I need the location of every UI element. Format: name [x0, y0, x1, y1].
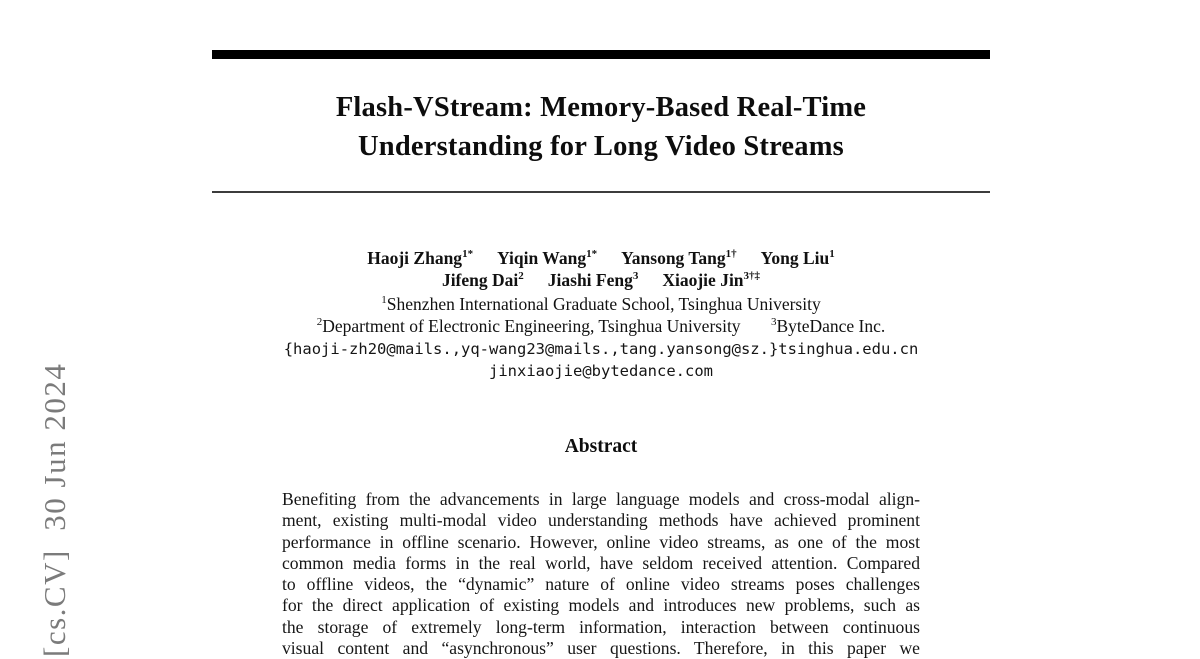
authors-row-1 — [212, 248, 990, 268]
authors-row-2 — [212, 270, 990, 290]
author-superscript: 3 — [632, 270, 639, 283]
author-name: Haoji Zhang$^{1*}$ — [367, 248, 474, 268]
author-name: Jifeng Dai$^2$ — [441, 270, 524, 290]
abstract-line: visual content and “asynchronous” user questions. Therefore, in this paper we — [282, 638, 920, 659]
affiliation-segment — [381, 294, 820, 314]
affiliation-text: Department of Electronic Engineering, Tsinghua University — [322, 316, 741, 336]
author-superscript: 1* — [586, 248, 598, 261]
abstract-line: Benefiting from the advancements in large language models and cross-modal align- — [282, 489, 920, 509]
paper-title — [212, 88, 990, 166]
affiliation-segment — [317, 316, 741, 336]
affiliation-segment — [771, 316, 885, 336]
arxiv-stamp-vertical: [cs.CV] 30 Jun 2024 — [37, 362, 72, 657]
abstract-line: performance in offline scenario. However, online video streams, as one of the most — [282, 531, 920, 552]
affiliation-text: Shenzhen International Graduate School, Tsinghua University — [386, 294, 821, 314]
affiliation-line-1 — [212, 294, 990, 314]
author-name: Jiashi Feng$^3$ — [547, 270, 639, 290]
affiliation-superscript: 1 — [381, 294, 387, 307]
author-superscript: 1† — [725, 248, 737, 261]
author-superscript: 1* — [462, 248, 474, 261]
affiliation-text: ByteDance Inc. — [776, 316, 886, 336]
title-line-1: Flash-VStream: Memory-Based Real-Time — [335, 92, 867, 123]
email-line-2: jinxiaojie@bytedance.com — [489, 362, 713, 380]
title-line-2: Understanding for Long Video Streams — [358, 131, 844, 162]
affiliation-superscript: 2 — [316, 316, 323, 329]
author-name: Yiqin Wang$^{1*}$ — [497, 248, 598, 268]
author-superscript: 1 — [829, 248, 835, 261]
affiliation-line-2 — [212, 316, 990, 336]
abstract-line: for the direct application of existing models and introduces new problems, such as — [282, 595, 920, 616]
title-rule-bottom — [212, 191, 990, 193]
author-superscript: 2 — [518, 270, 524, 283]
abstract-line: to offline videos, the “dynamic” nature of online video streams poses challenges — [282, 574, 920, 595]
abstract-body — [282, 489, 920, 659]
author-name: Yansong Tang$^{1\dagger}$ — [621, 248, 737, 268]
abstract-line: common media forms in the real world, have seldom received attention. Compared — [282, 552, 920, 573]
email-line-1: {haoji-zh20@mails.,yq-wang23@mails.,tang.yansong@sz.}tsinghua.edu.cn — [283, 340, 919, 358]
affiliation-superscript: 3 — [770, 316, 777, 329]
title-rule-top — [212, 50, 990, 59]
abstract-line: the storage of extremely long-term information, interaction between continuous — [282, 616, 920, 637]
abstract-heading: Abstract — [564, 436, 638, 457]
paper-content-column — [212, 0, 990, 659]
author-name: Xiaojie Jin$^{3\dagger\ddagger}$ — [662, 270, 761, 290]
author-name: Yong Liu$^1$ — [760, 248, 835, 268]
abstract-line: ment, existing multi-modal video understanding methods have achieved prominent — [282, 510, 920, 531]
author-superscript: 3†‡ — [743, 270, 761, 283]
